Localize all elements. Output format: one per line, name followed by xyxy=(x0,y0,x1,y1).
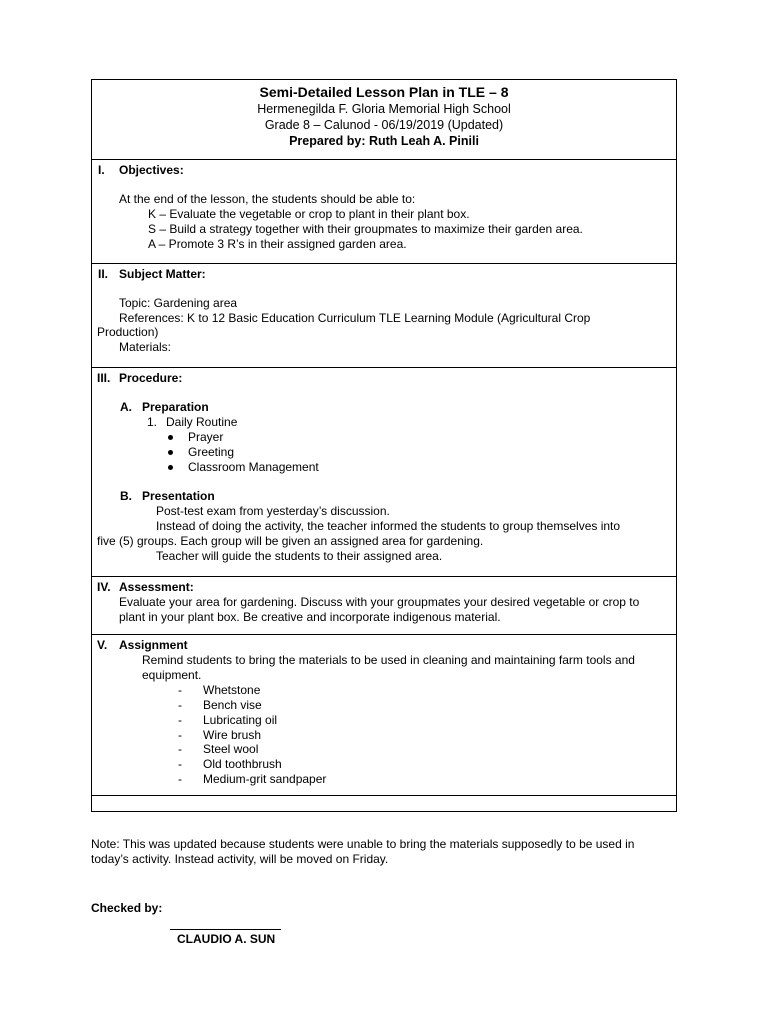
objective-knowledge: K – Evaluate the vegetable or crop to plant in their plant box. xyxy=(148,207,470,221)
objective-skill: S – Build a strategy together with their groupmates to maximize their garden area. xyxy=(148,222,583,236)
bullet-classroom-management: Classroom Management xyxy=(188,460,319,474)
dash-marker: - xyxy=(178,757,182,771)
dash-marker: - xyxy=(178,742,182,756)
procedure-section xyxy=(92,368,676,577)
objectives-intro: At the end of the lesson, the students should be able to: xyxy=(119,192,416,206)
objectives-number: I. xyxy=(98,163,105,177)
bullet-icon xyxy=(168,445,173,460)
assessment-section xyxy=(92,577,676,635)
presentation-line: Instead of doing the activity, the teacher informed the students to group themselves into xyxy=(156,519,621,533)
material-item: Wire brush xyxy=(203,728,262,742)
subject-matter-section xyxy=(92,264,676,368)
presentation-heading: Presentation xyxy=(142,489,215,503)
subject-matter-heading: Subject Matter: xyxy=(119,267,206,281)
bullet-icon xyxy=(168,430,173,445)
presentation-line: Teacher will guide the students to their assigned area. xyxy=(156,549,443,563)
bullet-prayer: Prayer xyxy=(188,430,224,444)
material-item: Old toothbrush xyxy=(203,757,282,771)
dash-marker: - xyxy=(178,728,182,742)
objectives-heading: Objectives: xyxy=(119,163,184,177)
presentation-letter: B. xyxy=(120,489,132,503)
empty-row xyxy=(92,796,676,811)
preparation-heading: Preparation xyxy=(142,400,209,414)
daily-routine-number: 1. xyxy=(147,415,158,429)
bullet-greeting: Greeting xyxy=(188,445,235,459)
assessment-heading: Assessment: xyxy=(119,580,194,594)
references-line: References: K to 12 Basic Education Curriculum TLE Learning Module (Agricultural Crop xyxy=(119,311,591,325)
subject-matter-number: II. xyxy=(98,267,109,281)
header-section xyxy=(92,80,676,160)
grade-line: Grade 8 – Calunod - 06/19/2019 (Updated) xyxy=(264,118,504,132)
objective-attitude: A – Promote 3 R’s in their assigned garden area. xyxy=(148,237,407,251)
dash-marker: - xyxy=(178,713,182,727)
note-line: today’s activity. Instead activity, will be moved on Friday. xyxy=(91,852,389,866)
assessment-number: IV. xyxy=(97,580,111,594)
dash-marker: - xyxy=(178,698,182,712)
procedure-heading: Procedure: xyxy=(119,371,183,385)
lesson-plan-table xyxy=(91,79,677,812)
objectives-section xyxy=(92,160,676,264)
preparation-letter: A. xyxy=(120,400,132,414)
dash-marker: - xyxy=(178,772,182,786)
note-line: Note: This was updated because students were unable to bring the materials supposedly to be used in xyxy=(91,837,635,851)
dash-marker: - xyxy=(178,683,182,697)
assessment-line: plant in your plant box. Be creative and incorporate indigenous material. xyxy=(119,610,501,624)
daily-routine-label: Daily Routine xyxy=(166,415,238,429)
references-continuation: Production) xyxy=(97,325,159,339)
procedure-number: III. xyxy=(97,371,111,385)
material-item: Whetstone xyxy=(203,683,261,697)
checked-by-label: Checked by: xyxy=(91,901,163,915)
assignment-line: equipment. xyxy=(142,668,202,682)
presentation-line: Post-test exam from yesterday’s discussion. xyxy=(156,504,390,518)
materials-line: Materials: xyxy=(119,340,172,354)
presentation-line: five (5) groups. Each group will be given an assigned area for gardening. xyxy=(97,534,484,548)
material-item: Bench vise xyxy=(203,698,262,712)
assignment-section xyxy=(92,635,676,796)
assignment-number: V. xyxy=(97,638,108,652)
material-item: Lubricating oil xyxy=(203,713,278,727)
assignment-line: Remind students to bring the materials to be used in cleaning and maintaining farm tools and xyxy=(142,653,635,667)
prepared-by: Prepared by: Ruth Leah A. Pinili xyxy=(289,134,479,148)
material-item: Medium-grit sandpaper xyxy=(203,772,327,786)
bullet-icon xyxy=(168,460,173,475)
checker-name: CLAUDIO A. SUN xyxy=(177,932,276,946)
topic-line: Topic: Gardening area xyxy=(119,296,238,310)
material-item: Steel wool xyxy=(203,742,259,756)
document-title: Semi-Detailed Lesson Plan in TLE – 8 xyxy=(259,84,509,100)
assignment-heading: Assignment xyxy=(119,638,188,652)
assessment-line: Evaluate your area for gardening. Discuss with your groupmates your desired vegetable or crop to xyxy=(119,595,640,609)
school-name: Hermenegilda F. Gloria Memorial High School xyxy=(257,102,511,116)
signature-line xyxy=(170,929,281,930)
